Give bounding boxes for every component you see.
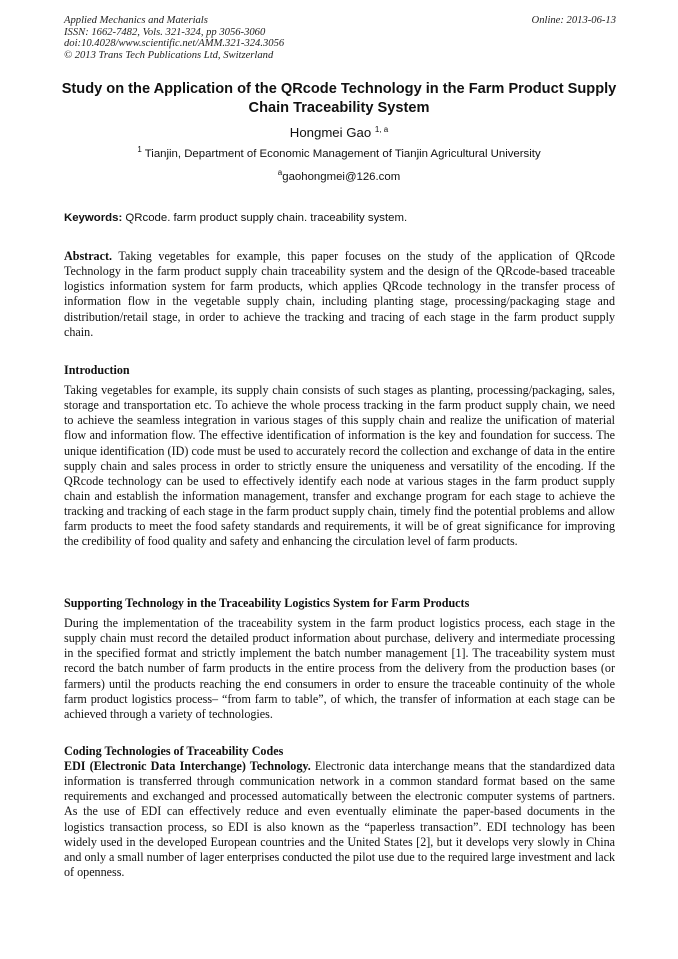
affiliation-line [0, 145, 678, 160]
author-superscript: 1, a [374, 125, 389, 134]
journal-doi: doi:10.4028/www.scientific.net/AMM.321-324.3056 [64, 38, 285, 50]
abstract-paragraph [64, 249, 615, 340]
supporting-technology-heading: Supporting Technology in the Traceability Logistics System for Farm Products [64, 596, 470, 610]
supporting-technology-paragraph: During the implementation of the traceability system in the farm product logistics process, each stage in the supply chain must record the detailed product information about purchase, delivery and intermediate processing in the specified format and strictly implement the batch number management [1]. The traceability system must record the batch number of farm products in the entire process from the delivery from the production bases (or farmers) until the products reaching the end consumers in order to ensure the traceable continuity of the whole farm product logistics process– “from farm to table”, of which, the transfer of information at each stage can be achieved through a variety of technologies. [64, 616, 615, 721]
abstract-text: Taking vegetables for example, this paper focuses on the study of the application of QRcode Technology in the farm product supply chain traceability system and the design of the QRcode-based traceable logistics information system for farm products, which applies QRcode technology in the transfer process of information flow in the vegetable supply chain, including planting stage, processing/packaging stage and distribution/retail stage, in order to achieve the tracking and tracing of each stage in the farm product supply chain. [64, 249, 616, 339]
journal-issn: ISSN: 1662-7482, Vols. 321-324, pp 3056-3060 [64, 26, 266, 38]
email-superscript: a [277, 168, 283, 177]
email-text: gaohongmei@126.com [282, 171, 401, 183]
affiliation-text: Tianjin, Department of Economic Management of Tianjin Agricultural University [144, 148, 541, 160]
paper-title: Study on the Application of the QRcode Technology in the Farm Product Supply Chain Traceability System [61, 81, 617, 116]
edi-label: EDI (Electronic Data Interchange) Technology. [64, 759, 311, 773]
online-date: Online: 2013-06-13 [531, 15, 616, 26]
author-line [0, 125, 678, 140]
email-line [0, 168, 678, 183]
abstract-label: Abstract. [64, 249, 113, 263]
keywords-label: Keywords: [64, 212, 123, 224]
journal-copyright: © 2013 Trans Tech Publications Ltd, Switzerland [64, 49, 274, 61]
coding-technologies-heading: Coding Technologies of Traceability Codes [64, 744, 284, 758]
journal-name: Applied Mechanics and Materials [64, 15, 208, 26]
edi-paragraph [64, 759, 615, 880]
journal-header [64, 15, 616, 61]
author-name: Hongmei Gao [289, 125, 372, 140]
introduction-heading: Introduction [64, 363, 130, 377]
edi-text: Electronic data interchange means that the standardized data information is transferred through communication network in a common standard format based on the same requirements and exchanged and processed automatically between the electronic computer systems of partners. As the use of EDI can effectively reduce and even eventually eliminate the paper-based documents in the logistics transaction process, so EDI is also known as the “paperless transaction”. EDI technology has been widely used in the developed European countries and the United States [2], but it develops very slowly in China and only a small number of lager enterprises conducted the pilot use due to the required large investment and lack of openness. [64, 759, 616, 879]
keywords [64, 212, 616, 224]
affiliation-superscript: 1 [137, 145, 142, 154]
keywords-text: QRcode. farm product supply chain. traceability system. [125, 212, 408, 224]
introduction-paragraph: Taking vegetables for example, its supply chain consists of such stages as planting, processing/packaging, sales, storage and transportation etc. To achieve the whole process tracking in the farm product supply chain, we need to achieve the seamless integration in various stages of this supply chain and realize the unification of material flow and information flow. The effective identification of information is the key and foundation for success. The unique identification (ID) code must be used to accurately record the collection and exchange of data in the entire supply chain and sales process in order to strictly ensure the uniqueness and versatility of the encoding. If the QRcode technology can be used to effectively identify each node at various stages in the farm product supply chain and establish the information management, transfer and exchange program for each stage to achieve the tracking and tracking of each stage in the farm product supply chain, timely find the potential problems and allow farm products to meet the food safety standards and requirements, it will be of great significance for improving the credibility of food quality and safety and enhancing the circulation level of farm products. [64, 383, 615, 549]
